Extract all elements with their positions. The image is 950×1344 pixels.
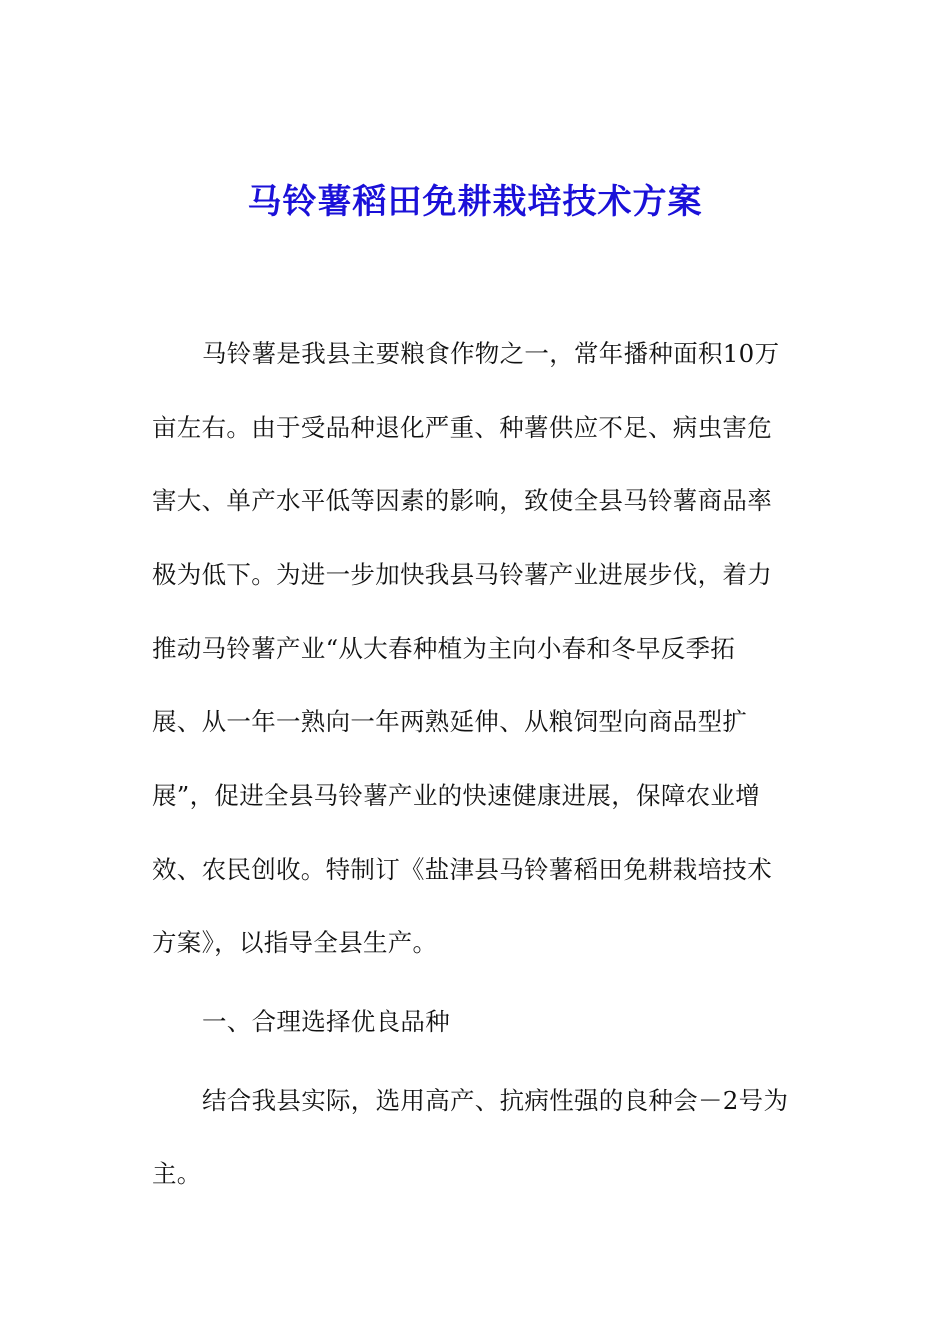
paragraph-line: 害大、单产水平低等因素的影响，致使全县马铃薯商品率	[152, 486, 772, 515]
document-title: 马铃薯稻田免耕栽培技术方案	[247, 182, 703, 222]
paragraph-line: 展”，促进全县马铃薯产业的快速健康进展，保障农业增	[152, 781, 761, 810]
paragraph-line: 方案》，以指导全县生产。	[152, 928, 438, 957]
paragraph-line: 展、从一年一熟向一年两熟延伸、从粮饲型向商品型扩	[152, 707, 748, 736]
paragraph-line: 极为低下。为进一步加快我县马铃薯产业进展步伐，着力	[152, 560, 772, 589]
paragraph-line: 主。	[152, 1159, 202, 1188]
paragraph-line: 马铃薯是我县主要粮食作物之一，常年播种面积10万	[202, 339, 780, 368]
paragraph-line: 推动马铃薯产业“从大春种植为主向小春和冬早反季拓	[152, 634, 736, 663]
section-heading: 一、合理选择优良品种	[202, 1007, 450, 1036]
paragraph-line: 结合我县实际，选用高产、抗病性强的良种会－2号为	[202, 1086, 789, 1115]
paragraph-line: 效、农民创收。特制订《盐津县马铃薯稻田免耕栽培技术	[152, 855, 772, 884]
paragraph-line: 亩左右。由于受品种退化严重、种薯供应不足、病虫害危	[152, 413, 772, 442]
